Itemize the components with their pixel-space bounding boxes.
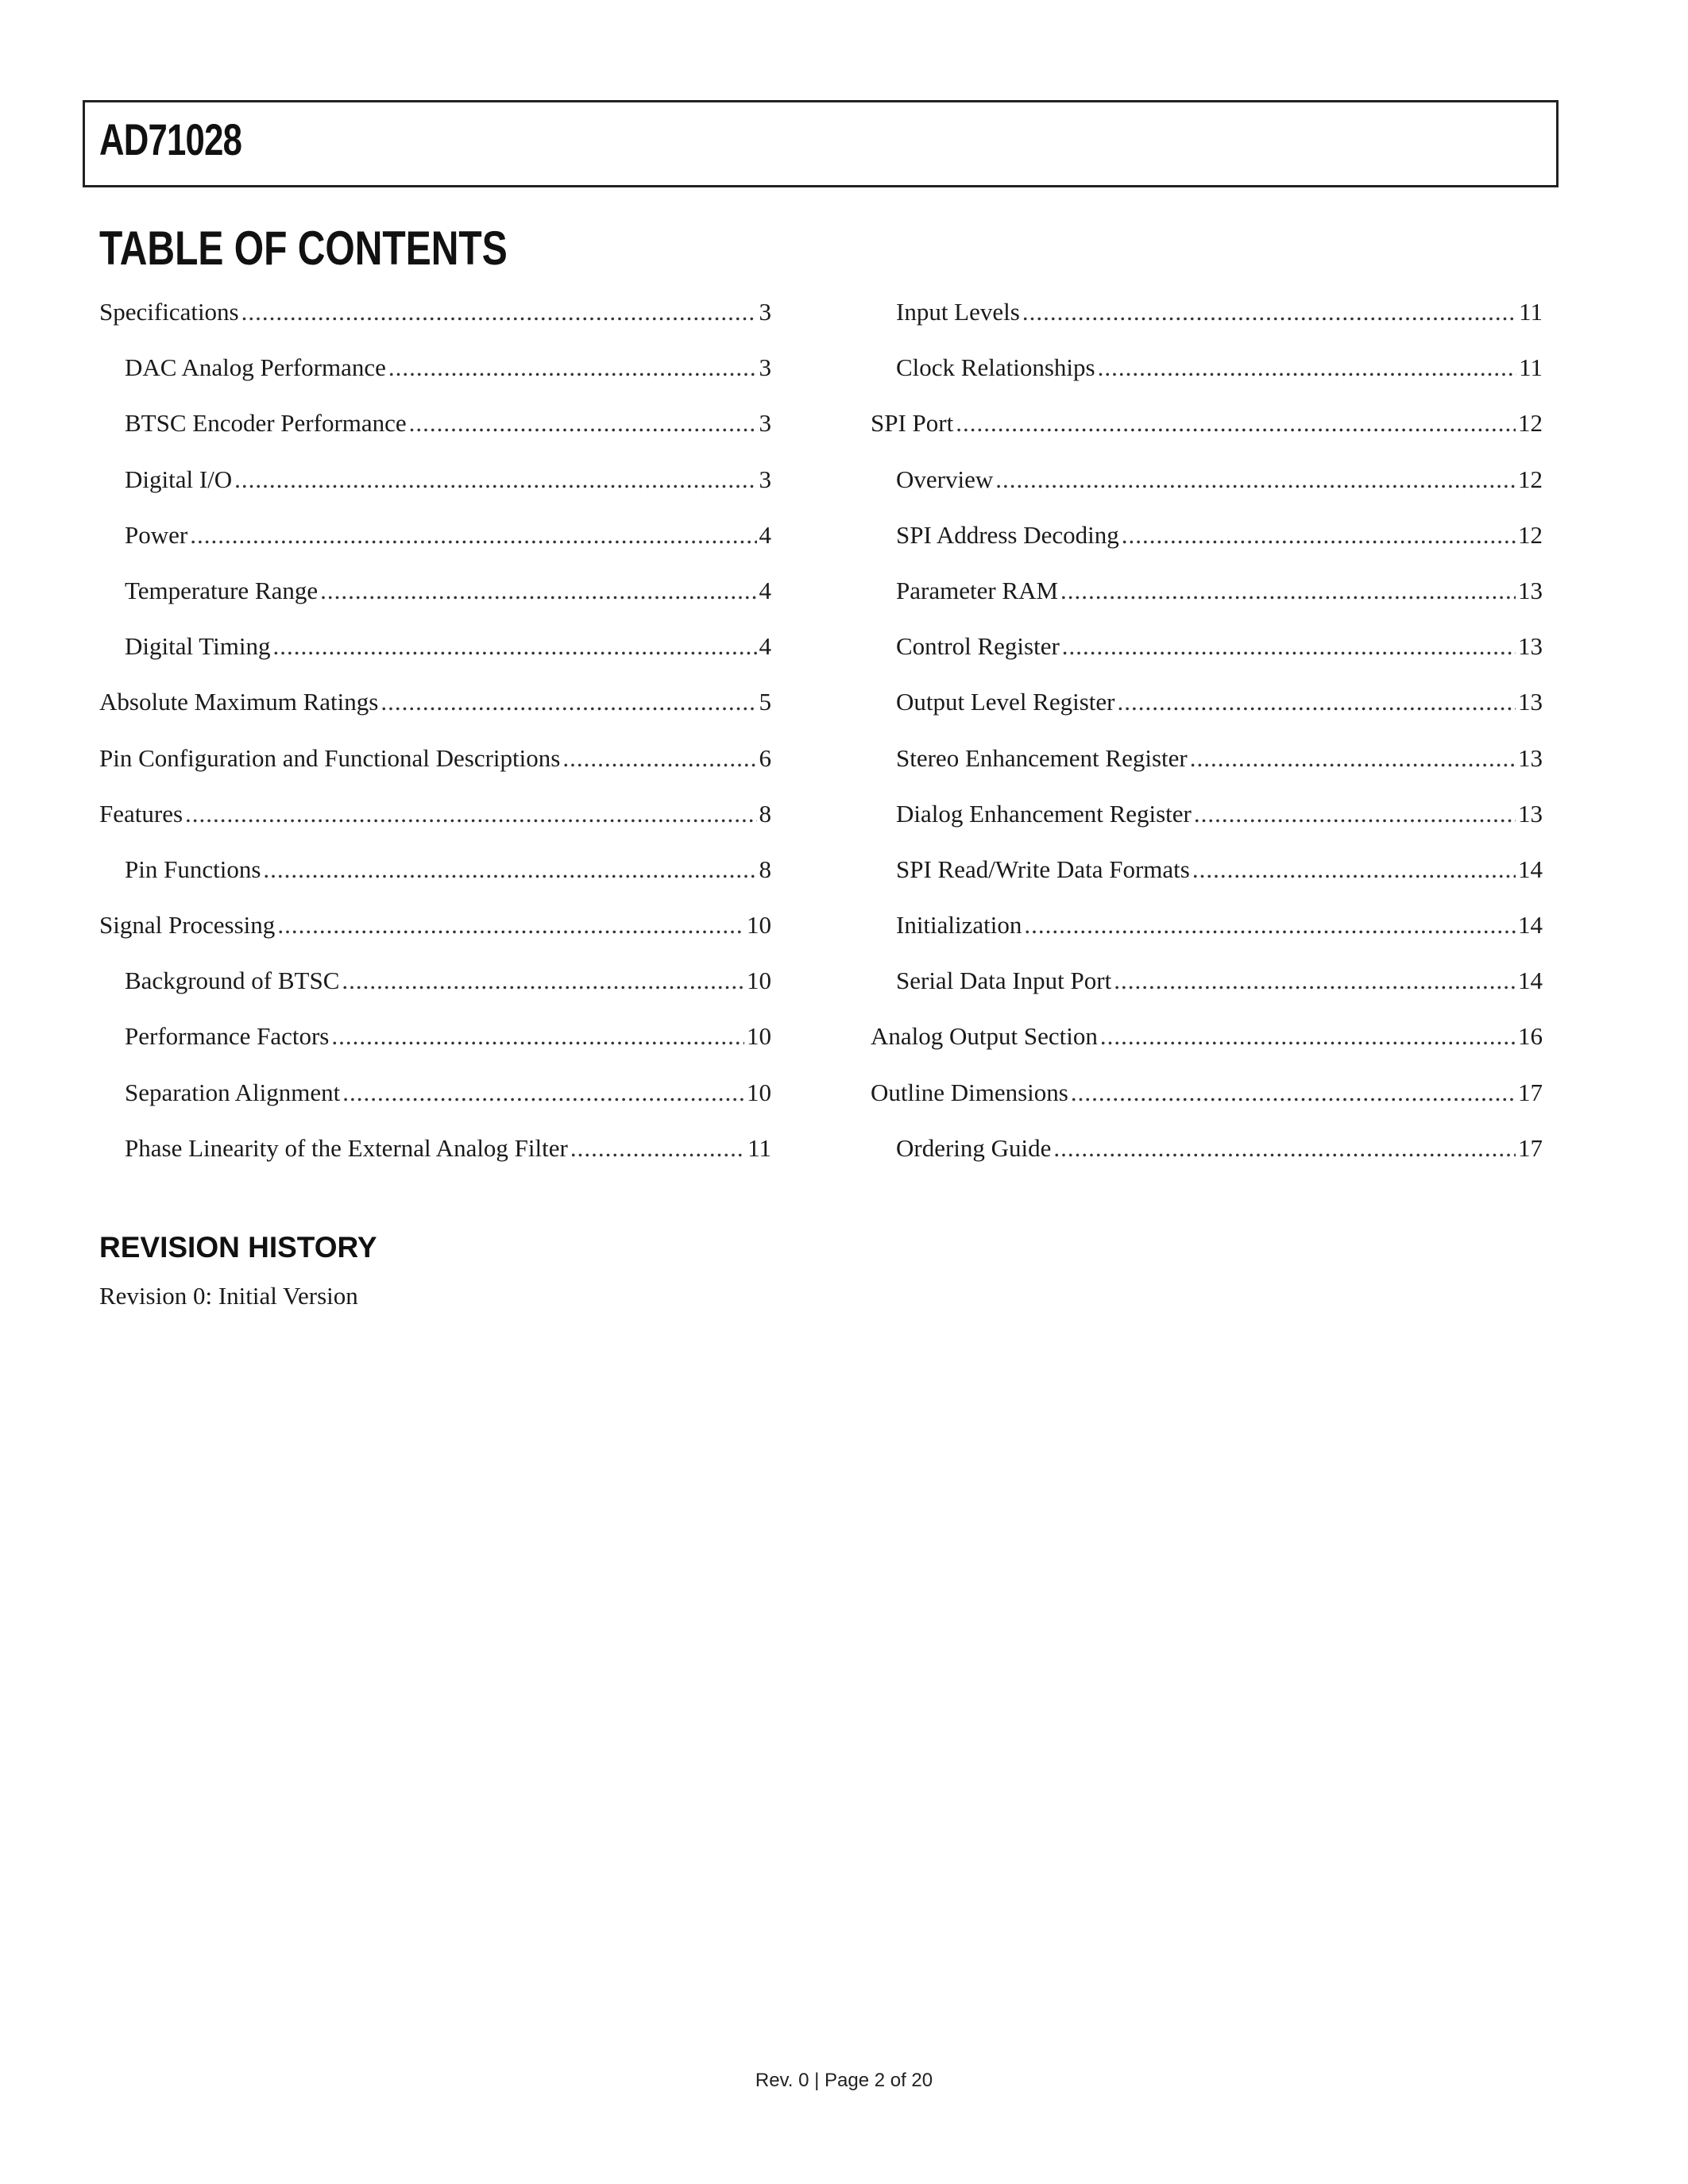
toc-entry-page: 10 bbox=[747, 911, 771, 940]
toc-entry-page: 14 bbox=[1518, 967, 1543, 995]
toc-entry-title: SPI Address Decoding bbox=[896, 520, 1119, 549]
toc-dot-leader bbox=[1118, 681, 1516, 723]
toc-dot-leader bbox=[1190, 737, 1516, 780]
toc-entry-page: 4 bbox=[759, 520, 771, 549]
toc-entry-title: Performance Factors bbox=[125, 1022, 330, 1051]
toc-dot-leader bbox=[956, 402, 1516, 445]
toc-entry-page: 17 bbox=[1518, 1078, 1543, 1106]
toc-entry-page: 3 bbox=[759, 353, 771, 382]
toc-entry[interactable] bbox=[871, 346, 1543, 402]
toc-entry[interactable] bbox=[99, 402, 771, 457]
toc-dot-leader bbox=[320, 569, 756, 612]
toc-dot-leader bbox=[263, 848, 756, 891]
toc-entry[interactable] bbox=[871, 904, 1543, 959]
toc-entry[interactable] bbox=[99, 569, 771, 625]
toc-dot-leader bbox=[1024, 904, 1516, 947]
toc-entry[interactable] bbox=[871, 681, 1543, 736]
toc-entry-page: 10 bbox=[747, 1022, 771, 1051]
toc-entry-page: 3 bbox=[759, 298, 771, 326]
toc-dot-leader bbox=[342, 1071, 744, 1114]
document-header bbox=[83, 100, 1559, 187]
toc-entry-title: Analog Output Section bbox=[871, 1022, 1098, 1051]
toc-entry-page: 13 bbox=[1518, 743, 1543, 772]
toc-dot-leader bbox=[342, 959, 744, 1002]
toc-entry[interactable] bbox=[871, 793, 1543, 848]
toc-entry-title: Input Levels bbox=[896, 298, 1020, 326]
toc-entry-page: 14 bbox=[1518, 911, 1543, 940]
toc-dot-leader bbox=[1098, 346, 1517, 389]
toc-entry-page: 11 bbox=[1519, 353, 1543, 382]
toc-entry-page: 13 bbox=[1518, 576, 1543, 604]
toc-dot-leader bbox=[1071, 1071, 1516, 1114]
toc-entry-page: 12 bbox=[1518, 465, 1543, 493]
toc-entry-page: 16 bbox=[1518, 1022, 1543, 1051]
toc-entry-title: Pin Configuration and Functional Descriptions bbox=[99, 743, 561, 772]
toc-dot-leader bbox=[562, 737, 756, 780]
toc-entry-title: SPI Port bbox=[871, 409, 954, 438]
toc-entry[interactable] bbox=[99, 346, 771, 402]
toc-entry-title: DAC Analog Performance bbox=[125, 353, 386, 382]
toc-entry-title: Features bbox=[99, 799, 183, 828]
toc-entry[interactable] bbox=[99, 458, 771, 514]
toc-entry-page: 3 bbox=[759, 409, 771, 438]
toc-entry-title: Pin Functions bbox=[125, 855, 261, 883]
toc-entry-page: 5 bbox=[759, 688, 771, 716]
toc-entry-page: 8 bbox=[759, 855, 771, 883]
toc-entry-page: 13 bbox=[1518, 799, 1543, 828]
revision-history-entry: Revision 0: Initial Version bbox=[99, 1282, 358, 1310]
toc-entry[interactable] bbox=[99, 848, 771, 904]
toc-dot-leader bbox=[1060, 569, 1516, 612]
toc-dot-leader bbox=[241, 291, 757, 334]
toc-entry-title: Serial Data Input Port bbox=[896, 967, 1112, 995]
toc-dot-leader bbox=[1194, 793, 1516, 835]
toc-entry[interactable] bbox=[871, 737, 1543, 793]
toc-entry[interactable] bbox=[99, 514, 771, 569]
toc-entry-title: Stereo Enhancement Register bbox=[896, 743, 1188, 772]
toc-dot-leader bbox=[409, 402, 757, 445]
toc-dot-leader bbox=[190, 514, 756, 557]
toc-entry[interactable] bbox=[871, 625, 1543, 681]
toc-entry-title: Parameter RAM bbox=[896, 576, 1059, 604]
toc-entry[interactable] bbox=[99, 291, 771, 346]
toc-entry-page: 11 bbox=[747, 1133, 771, 1162]
toc-dot-leader bbox=[570, 1127, 745, 1170]
toc-entry-page: 12 bbox=[1518, 409, 1543, 438]
toc-entry-page: 13 bbox=[1518, 632, 1543, 661]
toc-entry-title: SPI Read/Write Data Formats bbox=[896, 855, 1190, 883]
toc-entry-page: 12 bbox=[1518, 520, 1543, 549]
toc-entry-title: Power bbox=[125, 520, 188, 549]
toc-right-column bbox=[871, 291, 1543, 1183]
toc-entry-title: Absolute Maximum Ratings bbox=[99, 688, 379, 716]
toc-dot-leader bbox=[1022, 291, 1516, 334]
toc-entry-title: Clock Relationships bbox=[896, 353, 1095, 382]
toc-entry-title: Signal Processing bbox=[99, 911, 276, 940]
revision-history-heading: REVISION HISTORY bbox=[99, 1231, 377, 1264]
toc-entry[interactable] bbox=[99, 793, 771, 848]
toc-entry-title: Separation Alignment bbox=[125, 1078, 341, 1106]
toc-dot-leader bbox=[1192, 848, 1516, 891]
toc-entry-page: 17 bbox=[1518, 1133, 1543, 1162]
toc-dot-leader bbox=[380, 681, 756, 723]
toc-entry-page: 14 bbox=[1518, 855, 1543, 883]
toc-entry[interactable] bbox=[871, 291, 1543, 346]
toc-entry[interactable] bbox=[99, 959, 771, 1015]
toc-dot-leader bbox=[234, 458, 756, 501]
toc-entry-title: Temperature Range bbox=[125, 576, 319, 604]
toc-entry[interactable] bbox=[99, 737, 771, 793]
toc-entry[interactable] bbox=[871, 569, 1543, 625]
toc-entry-page: 4 bbox=[759, 632, 771, 661]
toc-entry-title: Control Register bbox=[896, 632, 1060, 661]
toc-entry[interactable] bbox=[871, 458, 1543, 514]
toc-entry-title: Initialization bbox=[896, 911, 1022, 940]
toc-entry-title: Phase Linearity of the External Analog Filter bbox=[125, 1133, 568, 1162]
page-footer: Rev. 0 | Page 2 of 20 bbox=[755, 2070, 933, 2091]
toc-entry-page: 10 bbox=[747, 1078, 771, 1106]
toc-dot-leader bbox=[185, 793, 756, 835]
toc-entry[interactable] bbox=[871, 1015, 1543, 1071]
toc-entry[interactable] bbox=[99, 625, 771, 681]
toc-entry-page: 8 bbox=[759, 799, 771, 828]
toc-entry-title: Background of BTSC bbox=[125, 967, 340, 995]
toc-entry-page: 6 bbox=[759, 743, 771, 772]
toc-entry[interactable] bbox=[871, 1127, 1543, 1183]
toc-entry[interactable] bbox=[99, 1127, 771, 1183]
toc-dot-leader bbox=[388, 346, 757, 389]
toc-dot-leader bbox=[995, 458, 1516, 501]
toc-entry-title: Dialog Enhancement Register bbox=[896, 799, 1192, 828]
toc-dot-leader bbox=[1114, 959, 1516, 1002]
toc-entry-page: 10 bbox=[747, 967, 771, 995]
toc-entry-title: Ordering Guide bbox=[896, 1133, 1052, 1162]
toc-entry-title: BTSC Encoder Performance bbox=[125, 409, 407, 438]
toc-entry-title: Outline Dimensions bbox=[871, 1078, 1068, 1106]
toc-entry[interactable] bbox=[871, 402, 1543, 457]
toc-title: TABLE OF CONTENTS bbox=[99, 222, 508, 275]
toc-entry-title: Specifications bbox=[99, 298, 239, 326]
toc-entry[interactable] bbox=[99, 904, 771, 959]
toc-entry-page: 4 bbox=[759, 576, 771, 604]
toc-entry[interactable] bbox=[871, 1071, 1543, 1127]
toc-entry-title: Output Level Register bbox=[896, 688, 1115, 716]
toc-entry[interactable] bbox=[871, 514, 1543, 569]
toc-entry[interactable] bbox=[871, 848, 1543, 904]
toc-entry-title: Digital Timing bbox=[125, 632, 271, 661]
toc-left-column bbox=[99, 291, 771, 1183]
toc-entry-page: 11 bbox=[1519, 298, 1543, 326]
toc-dot-leader bbox=[1053, 1127, 1516, 1170]
toc-entry[interactable] bbox=[871, 959, 1543, 1015]
toc-dot-leader bbox=[1100, 1015, 1516, 1058]
toc-dot-leader bbox=[277, 904, 744, 947]
toc-entry[interactable] bbox=[99, 1071, 771, 1127]
toc-dot-leader bbox=[1062, 625, 1516, 668]
toc-entry[interactable] bbox=[99, 681, 771, 736]
toc-dot-leader bbox=[1122, 514, 1516, 557]
toc-entry-title: Overview bbox=[896, 465, 994, 493]
toc-dot-leader bbox=[272, 625, 756, 668]
toc-entry-title: Digital I/O bbox=[125, 465, 233, 493]
toc-entry-page: 3 bbox=[759, 465, 771, 493]
part-number: AD71028 bbox=[99, 114, 242, 164]
toc-entry[interactable] bbox=[99, 1015, 771, 1071]
toc-entry-page: 13 bbox=[1518, 688, 1543, 716]
toc-dot-leader bbox=[331, 1015, 744, 1058]
